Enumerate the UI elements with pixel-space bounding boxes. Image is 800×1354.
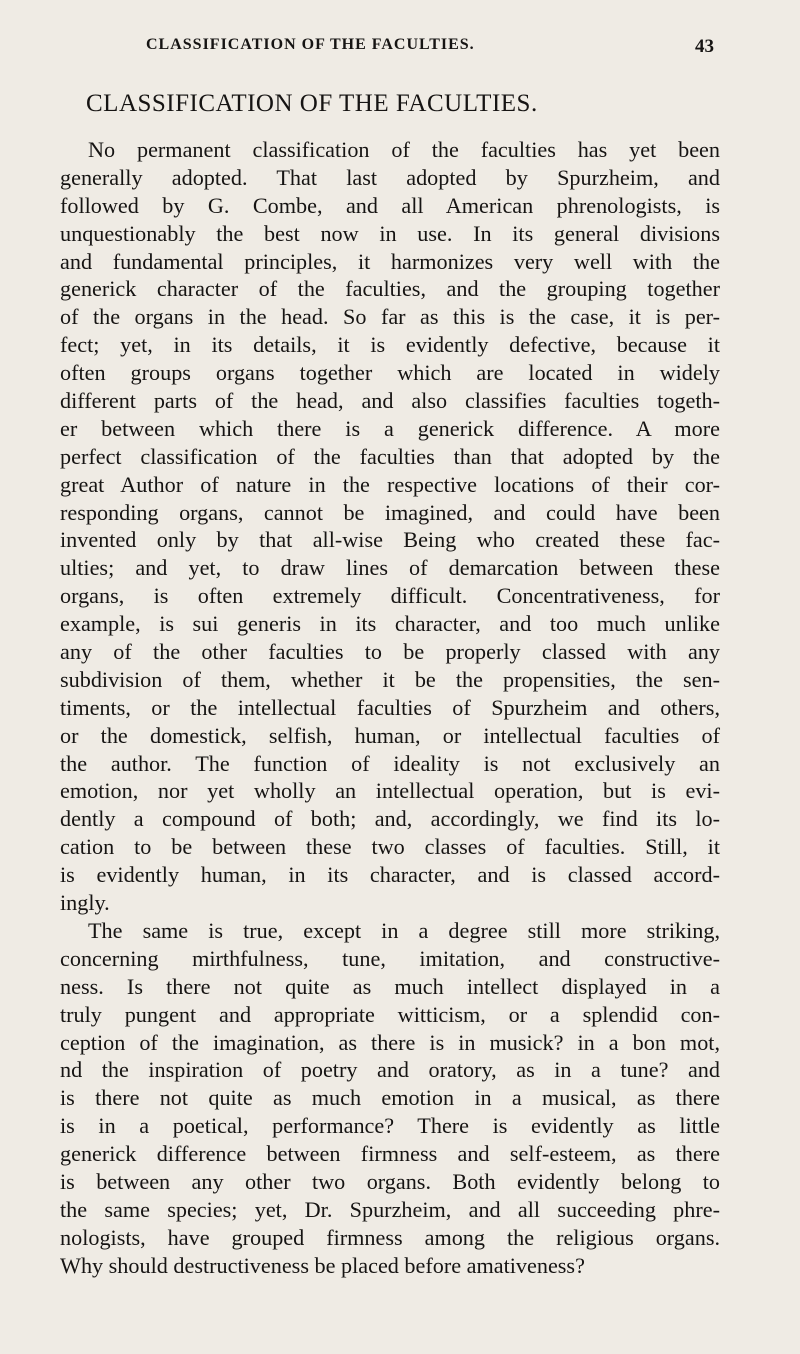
running-head-title: CLASSIFICATION OF THE FACULTIES. <box>146 36 475 53</box>
text-line: followed by G. Combe, and all American phrenologists, is <box>60 192 720 218</box>
text-line: is there not quite as much emotion in a musical, as there <box>60 1085 720 1111</box>
text-line: generick character of the faculties, and the grouping together <box>60 276 720 302</box>
text-line: er between which there is a generick difference. A more <box>60 415 720 441</box>
text-line: responding organs, cannot be imagined, and could have been <box>60 499 720 525</box>
text-line: fect; yet, in its details, it is evidently defective, because it <box>60 332 720 358</box>
text-line: different parts of the head, and also classifies faculties togeth- <box>60 388 720 414</box>
text-line: often groups organs together which are located in widely <box>60 360 720 386</box>
text-line: subdivision of them, whether it be the propensities, the sen- <box>60 666 720 692</box>
text-line: is evidently human, in its character, and is classed accord- <box>60 862 720 888</box>
text-line: emotion, nor yet wholly an intellectual operation, but is evi- <box>60 778 720 804</box>
text-line: ingly. <box>60 890 110 916</box>
text-line: any of the other faculties to be properly classed with any <box>60 639 720 665</box>
text-line: nd the inspiration of poetry and oratory, as in a tune? and <box>60 1057 720 1083</box>
text-line: No permanent classification of the faculties has yet been <box>88 137 720 162</box>
text-line: generick difference between firmness and self-esteem, as there <box>60 1141 720 1167</box>
running-head <box>146 36 714 62</box>
text-line: ness. Is there not quite as much intellect displayed in a <box>60 973 720 999</box>
text-line: unquestionably the best now in use. In its general divisions <box>60 220 720 246</box>
text-line: is between any other two organs. Both evidently belong to <box>60 1168 720 1194</box>
text-line: the same species; yet, Dr. Spurzheim, and all succeeding phre- <box>60 1196 720 1222</box>
text-line: or the domestick, selfish, human, or intellectual faculties of <box>60 722 720 748</box>
text-line: perfect classification of the faculties than that adopted by the <box>60 443 720 469</box>
text-line: cation to be between these two classes of faculties. Still, it <box>60 834 720 860</box>
text-line: of the organs in the head. So far as this is the case, it is per- <box>60 304 720 330</box>
text-line: ulties; and yet, to draw lines of demarcation between these <box>60 555 720 581</box>
text-line: example, is sui generis in its character, and too much unlike <box>60 611 720 637</box>
text-line: and fundamental principles, it harmonizes very well with the <box>60 248 720 274</box>
body-text <box>60 136 720 1280</box>
text-line: invented only by that all-wise Being who created these fac- <box>60 527 720 553</box>
text-line: the author. The function of ideality is not exclusively an <box>60 750 720 776</box>
page-number: 43 <box>695 36 714 57</box>
text-line: dently a compound of both; and, accordingly, we find its lo- <box>60 806 720 832</box>
text-line: concerning mirthfulness, tune, imitation, and constructive- <box>60 945 720 971</box>
text-line: ception of the imagination, as there is in musick? in a bon mot, <box>60 1029 720 1055</box>
text-line: nologists, have grouped firmness among the religious organs. <box>60 1224 720 1250</box>
text-line: Why should destructiveness be placed before amativeness? <box>60 1252 585 1278</box>
text-line: is in a poetical, performance? There is evidently as little <box>60 1113 720 1139</box>
chapter-title: CLASSIFICATION OF THE FACULTIES. <box>86 90 538 117</box>
text-line: The same is true, except in a degree still more striking, <box>88 917 720 943</box>
text-line: truly pungent and appropriate witticism, or a splendid con- <box>60 1001 720 1027</box>
text-line: organs, is often extremely difficult. Concentrativeness, for <box>60 583 720 609</box>
text-line: generally adopted. That last adopted by Spurzheim, and <box>60 164 720 190</box>
text-line: timents, or the intellectual faculties of Spurzheim and others, <box>60 694 720 720</box>
text-line: great Author of nature in the respective locations of their cor- <box>60 471 720 497</box>
